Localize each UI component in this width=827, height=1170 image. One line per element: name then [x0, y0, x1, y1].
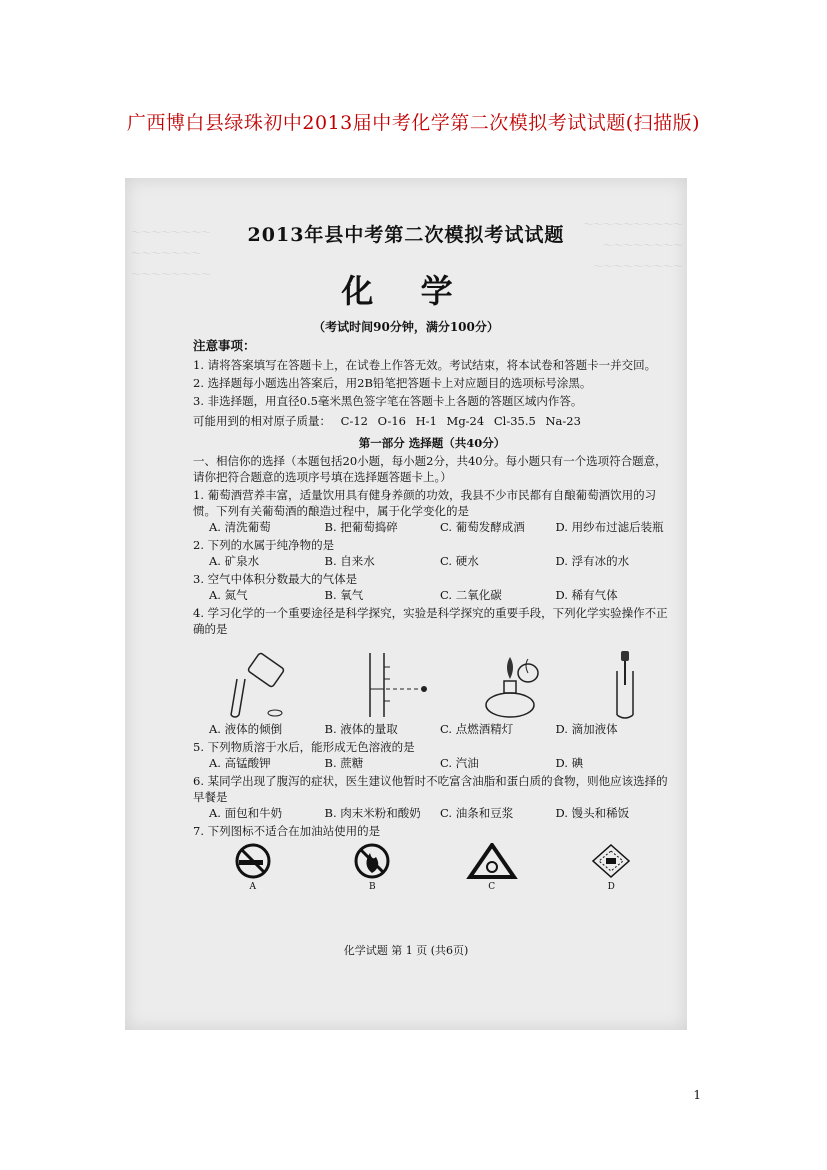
question-3 — [193, 571, 671, 603]
alcohol-lamp-figure — [470, 649, 560, 719]
sign-a — [227, 843, 279, 895]
sign-label: A — [249, 882, 256, 892]
question-stem: 6. 某同学出现了腹泻的症状，医生建议他暂时不吃富含油脂和蛋白质的食物，则他应该选择的早餐是 — [193, 774, 668, 804]
option: B. 蔗糖 — [324, 756, 364, 770]
safety-signs — [193, 843, 671, 895]
atomic-mass-line: 可能用到的相对原子质量： C-12 O-16 H-1 Mg-24 Cl-35.5 Na-23 — [193, 414, 581, 428]
question-stem: 2. 下列的水属于纯净物的是 — [193, 538, 335, 552]
question-5 — [193, 739, 671, 771]
option: B. 氧气 — [324, 588, 364, 602]
question-stem: 4. 学习化学的一个重要途径是科学探究，实验是科学探究的重要手段，下列化学实验操作不正确的是 — [193, 606, 668, 636]
paper-title: 2013年县中考第二次模拟考试试题 — [247, 224, 565, 246]
diamond-hazard-icon — [585, 843, 637, 879]
question-stem: 1. 葡萄酒营养丰富，适量饮用具有健身养颜的功效，我县不少市民都有自酿葡萄酒饮用的习惯。下列有关葡萄酒的酿造过程中，属于化学变化的是 — [193, 488, 657, 518]
option: D. 碘 — [555, 756, 584, 770]
option: D. 稀有气体 — [555, 588, 618, 602]
page-number: 1 — [693, 1088, 701, 1102]
option: C. 点燃酒精灯 — [440, 722, 514, 736]
cylinder-reading-figure — [340, 649, 430, 719]
option: C. 葡萄发酵成酒 — [440, 520, 525, 534]
page-footer: 化学试题 第 1 页 (共6页) — [343, 944, 469, 957]
question-7 — [193, 823, 671, 895]
question-4 — [193, 605, 671, 737]
option: B. 肉末米粉和酸奶 — [324, 806, 421, 820]
sign-label: D — [607, 882, 615, 892]
scanned-exam-page — [125, 178, 687, 1030]
question-2 — [193, 537, 671, 569]
exam-body — [193, 338, 671, 895]
option: B. 液体的量取 — [324, 722, 398, 736]
question-stem: 3. 空气中体积分数最大的气体是 — [193, 572, 358, 586]
option: A. 清洗葡萄 — [209, 520, 271, 534]
option: D. 浮有冰的水 — [555, 554, 630, 568]
option: D. 馒头和稀饭 — [555, 806, 630, 820]
exam-time-note: （考试时间90分钟，满分100分） — [313, 320, 499, 334]
part-title: 第一部分 选择题（共40分） — [358, 436, 506, 450]
question-6 — [193, 773, 671, 821]
question-stem: 5. 下列物质溶于水后，能形成无色溶液的是 — [193, 740, 415, 754]
option: C. 二氧化碳 — [440, 588, 502, 602]
option: D. 用纱布过滤后装瓶 — [555, 520, 664, 534]
sign-b — [346, 843, 398, 895]
subject-title: 化 学 — [341, 272, 471, 310]
option: C. 汽油 — [440, 756, 479, 770]
lab-figures — [193, 643, 671, 719]
notice-item: 1. 请将答案填写在答题卡上，在试卷上作答无效。考试结束，将本试卷和答题卡一并交回。 — [193, 358, 657, 372]
option: C. 油条和豆浆 — [440, 806, 514, 820]
no-open-flame-icon — [346, 843, 398, 879]
dropper-figure — [601, 649, 651, 719]
option: B. 自来水 — [324, 554, 375, 568]
question-stem: 7. 下列图标不适合在加油站使用的是 — [193, 824, 381, 838]
option: A. 氮气 — [209, 588, 248, 602]
option: A. 液体的倾倒 — [209, 722, 283, 736]
option: A. 矿泉水 — [209, 554, 260, 568]
question-1 — [193, 487, 671, 535]
notice-item: 2. 选择题每小题选出答案后，用2B铅笔把答题卡上对应题目的选项标号涂黑。 — [193, 376, 592, 390]
option: D. 滴加液体 — [555, 722, 618, 736]
notice-heading: 注意事项： — [193, 338, 256, 353]
sign-c — [466, 843, 518, 895]
option: A. 高锰酸钾 — [209, 756, 271, 770]
no-smoking-icon — [227, 843, 279, 879]
sign-label: C — [488, 882, 496, 892]
sign-d — [585, 843, 637, 895]
bleed-through-right: ～～～～～～～～～～ ～～～～～～～～ ～～～～～～～～～ — [583, 220, 683, 273]
option: B. 把葡萄捣碎 — [324, 520, 398, 534]
sign-label: B — [368, 882, 376, 892]
notice-item: 3. 非选择题，用直径0.5毫米黑色签字笔在答题卡上各题的答题区域内作答。 — [193, 394, 583, 408]
flammable-warning-icon — [466, 843, 518, 879]
bleed-through-left: ～～～～～～～～ ～～～～～～～ ～～～～～～～～ — [131, 228, 211, 281]
option: C. 硬水 — [440, 554, 479, 568]
option: A. 面包和牛奶 — [209, 806, 283, 820]
document-title: 广西博白县绿珠初中2013届中考化学第二次模拟考试试题(扫描版) — [126, 112, 701, 134]
liquid-pouring-figure — [219, 649, 299, 719]
section-heading: 一、相信你的选择（本题包括20小题，每小题2分，共40分。每小题只有一个选项符合题意，请你把符合题意的选项序号填在选择题答题卡上。） — [193, 454, 667, 484]
